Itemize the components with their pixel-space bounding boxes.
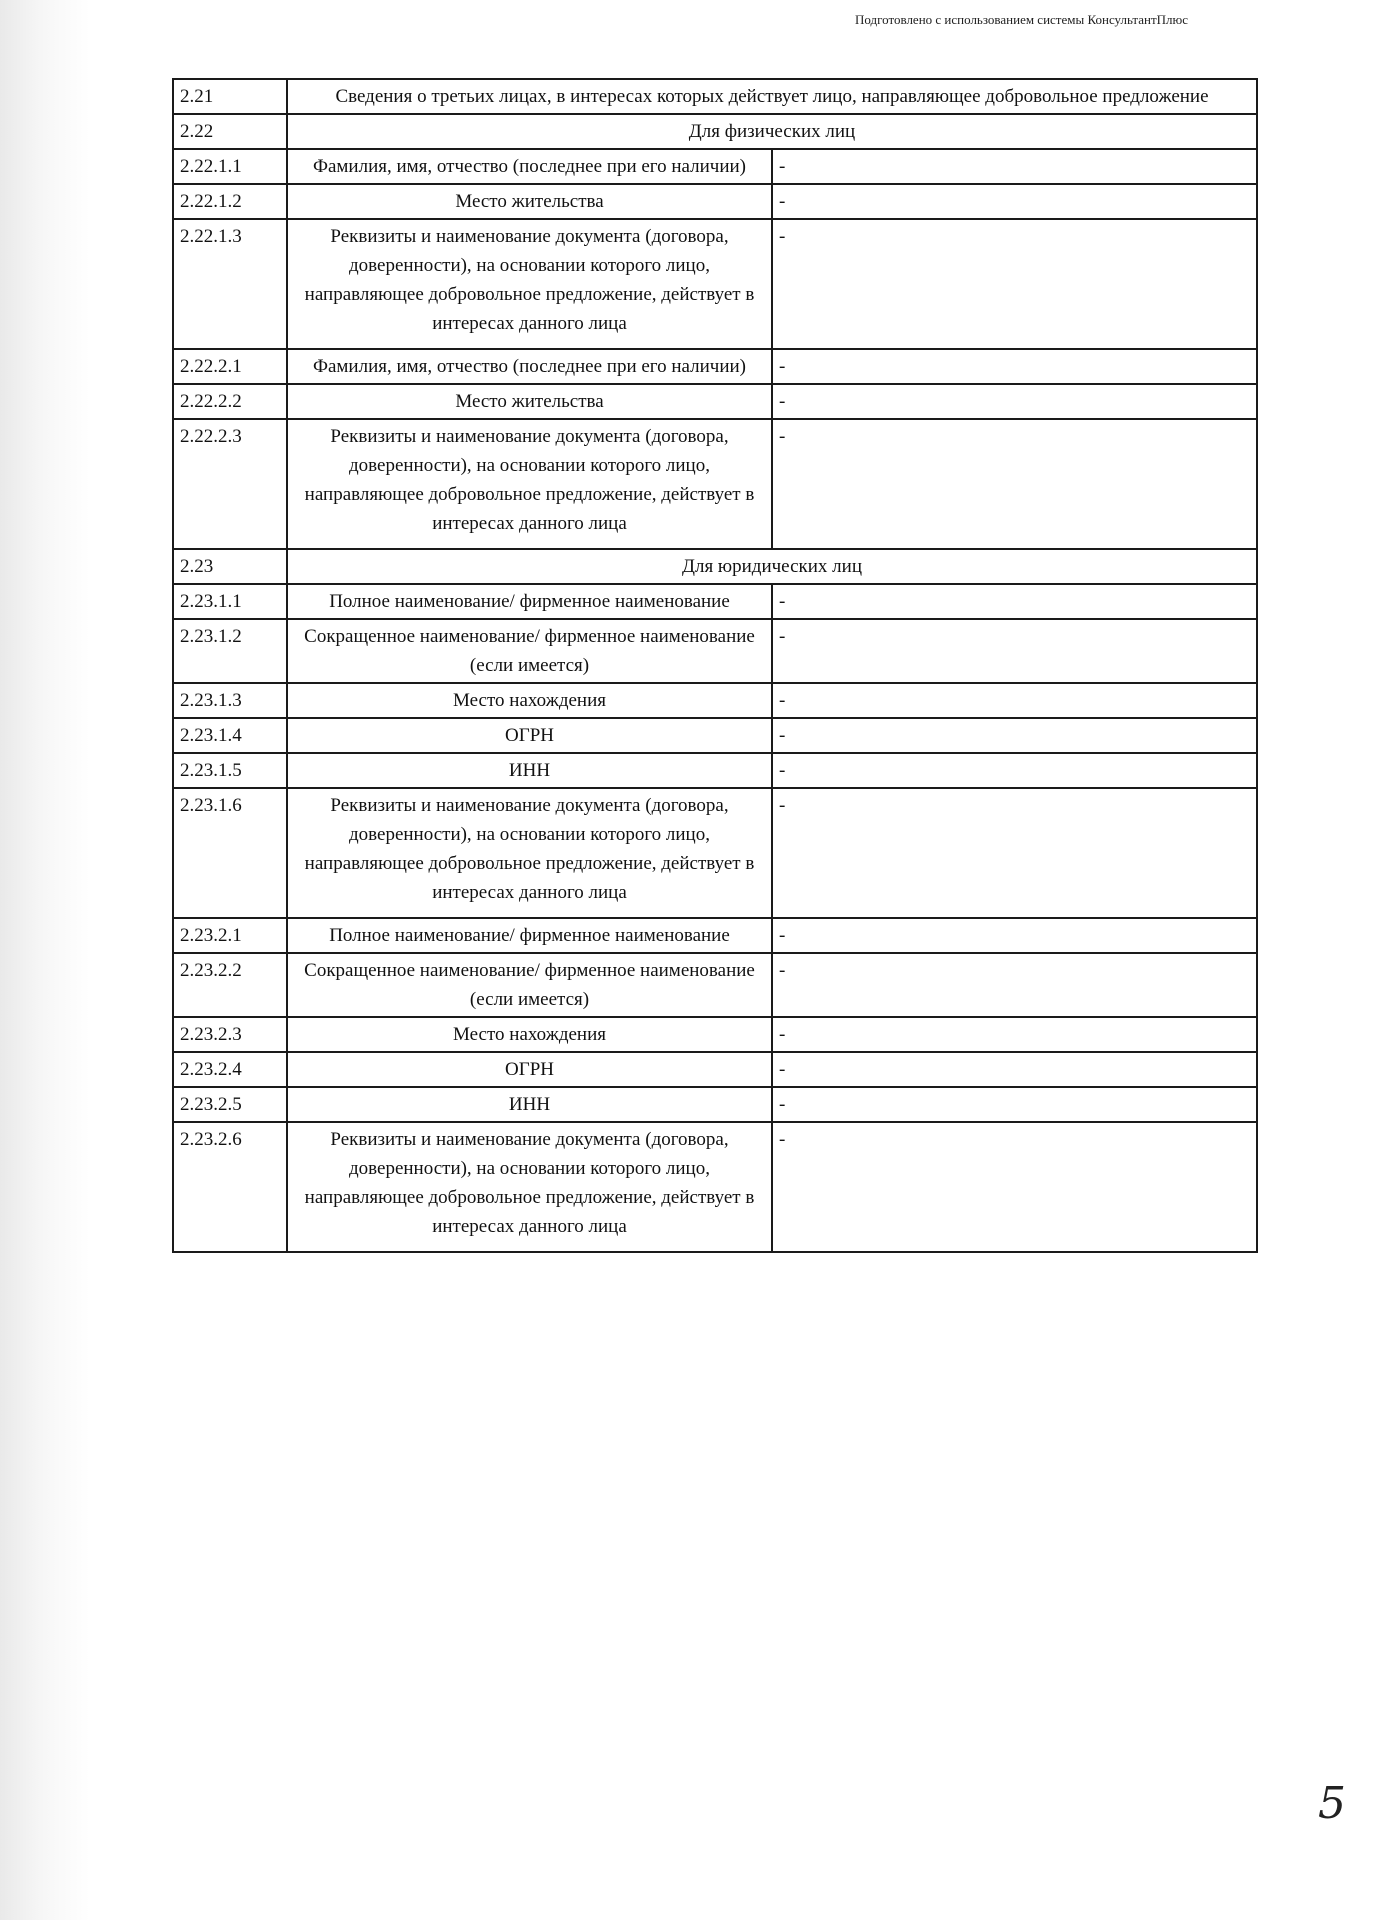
row-number: 2.23.2.6 (173, 1122, 287, 1252)
table-row (173, 683, 1257, 718)
row-label: Реквизиты и наименование документа (договора, доверенности), на основании которого лицо, направляющее добровольное предложение, действует в интересах данного лица (287, 219, 772, 349)
row-value: - (772, 683, 1257, 718)
row-number: 2.22.2.2 (173, 384, 287, 419)
table-row (173, 1087, 1257, 1122)
row-value: - (772, 1017, 1257, 1052)
row-value: - (772, 788, 1257, 918)
row-label: ОГРН (287, 1052, 772, 1087)
handwritten-page-number: 5 (1318, 1778, 1346, 1829)
table-row (173, 149, 1257, 184)
table-row (173, 384, 1257, 419)
row-label: Место нахождения (287, 683, 772, 718)
row-number: 2.23.1.4 (173, 718, 287, 753)
table-row (173, 788, 1257, 918)
table-row (173, 419, 1257, 549)
section-physical-persons (173, 114, 1257, 149)
table-row (173, 718, 1257, 753)
row-number: 2.23.2.1 (173, 918, 287, 953)
table-row (173, 1122, 1257, 1252)
row-value: - (772, 184, 1257, 219)
row-value: - (772, 718, 1257, 753)
row-value: - (772, 619, 1257, 683)
table-row (173, 219, 1257, 349)
row-value: - (772, 1122, 1257, 1252)
row-number: 2.23.2.2 (173, 953, 287, 1017)
table-row (173, 584, 1257, 619)
row-label: ИНН (287, 753, 772, 788)
section-legal-entities (173, 549, 1257, 584)
row-label: Сокращенное наименование/ фирменное наименование (если имеется) (287, 619, 772, 683)
table-row (173, 918, 1257, 953)
table-row (173, 753, 1257, 788)
row-number: 2.23.1.5 (173, 753, 287, 788)
row-number: 2.23.2.3 (173, 1017, 287, 1052)
row-value: - (772, 219, 1257, 349)
table-row (173, 1017, 1257, 1052)
row-value: - (772, 1087, 1257, 1122)
row-number: 2.22.2.3 (173, 419, 287, 549)
row-number: 2.22.1.2 (173, 184, 287, 219)
row-number: 2.22.2.1 (173, 349, 287, 384)
row-value: - (772, 953, 1257, 1017)
row-number: 2.23 (173, 549, 287, 584)
row-label: Фамилия, имя, отчество (последнее при его наличии) (287, 149, 772, 184)
row-label: Место жительства (287, 184, 772, 219)
row-label: Место жительства (287, 384, 772, 419)
row-value: - (772, 419, 1257, 549)
row-2-21 (173, 79, 1257, 114)
section-title: Для физических лиц (287, 114, 1257, 149)
row-number: 2.21 (173, 79, 287, 114)
row-label: Полное наименование/ фирменное наименование (287, 918, 772, 953)
row-title: Сведения о третьих лицах, в интересах которых действует лицо, направляющее добровольное предложение (287, 79, 1257, 114)
third-parties-table (172, 78, 1258, 1253)
row-value: - (772, 753, 1257, 788)
row-label: Реквизиты и наименование документа (договора, доверенности), на основании которого лицо, направляющее добровольное предложение, действует в интересах данного лица (287, 1122, 772, 1252)
consultant-header-note: Подготовлено с использованием системы КонсультантПлюс (855, 12, 1189, 27)
section-title: Для юридических лиц (287, 549, 1257, 584)
row-label: ОГРН (287, 718, 772, 753)
row-number: 2.22.1.1 (173, 149, 287, 184)
row-number: 2.23.1.3 (173, 683, 287, 718)
row-value: - (772, 384, 1257, 419)
row-value: - (772, 149, 1257, 184)
row-label: Сокращенное наименование/ фирменное наименование (если имеется) (287, 953, 772, 1017)
row-label: ИНН (287, 1087, 772, 1122)
row-number: 2.23.2.4 (173, 1052, 287, 1087)
row-number: 2.23.1.2 (173, 619, 287, 683)
row-value: - (772, 918, 1257, 953)
row-value: - (772, 584, 1257, 619)
row-number: 2.22 (173, 114, 287, 149)
row-label: Место нахождения (287, 1017, 772, 1052)
row-label: Реквизиты и наименование документа (договора, доверенности), на основании которого лицо, направляющее добровольное предложение, действует в интересах данного лица (287, 419, 772, 549)
table-row (173, 349, 1257, 384)
row-label: Реквизиты и наименование документа (договора, доверенности), на основании которого лицо, направляющее добровольное предложение, действует в интересах данного лица (287, 788, 772, 918)
row-number: 2.23.1.6 (173, 788, 287, 918)
table-row (173, 1052, 1257, 1087)
row-value: - (772, 1052, 1257, 1087)
row-label: Полное наименование/ фирменное наименование (287, 584, 772, 619)
row-label: Фамилия, имя, отчество (последнее при его наличии) (287, 349, 772, 384)
table-row (173, 184, 1257, 219)
table-row (173, 953, 1257, 1017)
row-number: 2.23.1.1 (173, 584, 287, 619)
table-row (173, 619, 1257, 683)
row-value: - (772, 349, 1257, 384)
row-number: 2.22.1.3 (173, 219, 287, 349)
row-number: 2.23.2.5 (173, 1087, 287, 1122)
